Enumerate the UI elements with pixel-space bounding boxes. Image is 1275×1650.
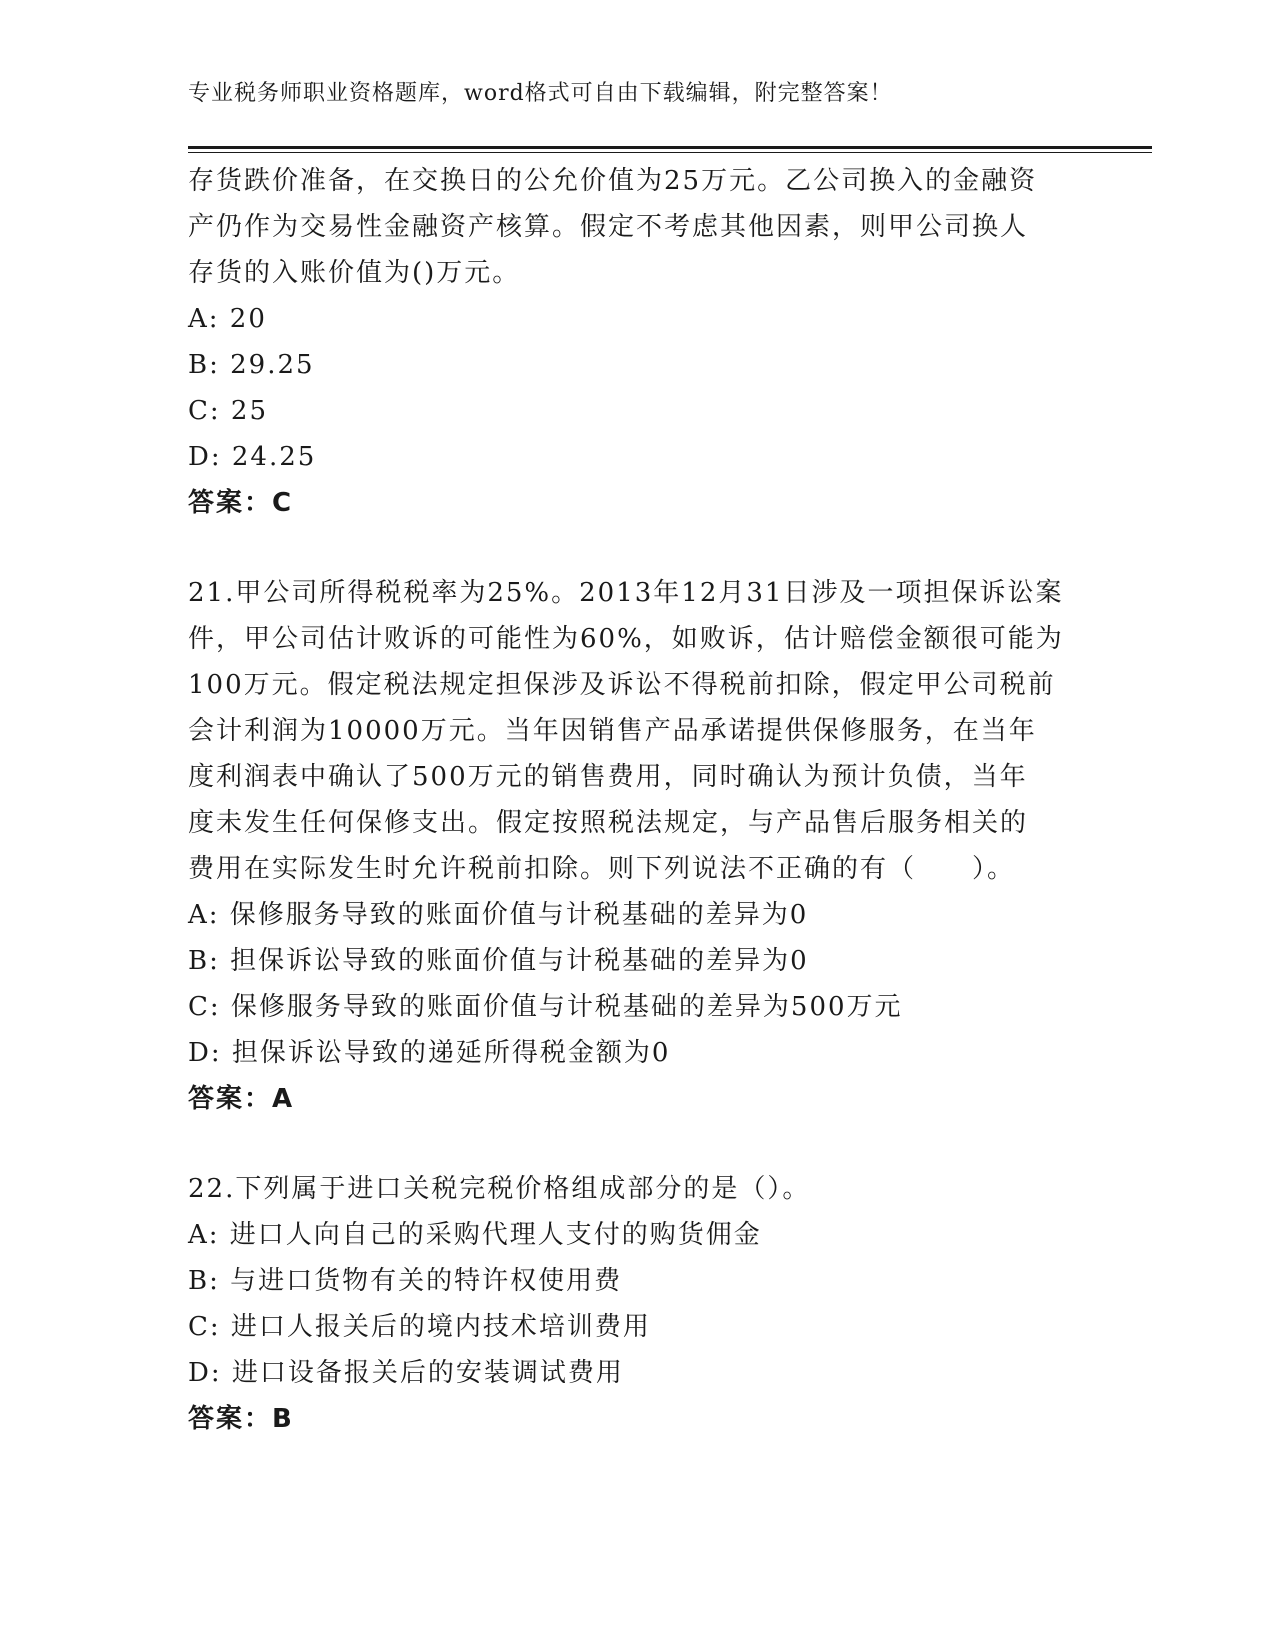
option-b: B: 与进口货物有关的特许权使用费 <box>188 1266 623 1296</box>
question-stem-line: 存货的入账价值为()万元。 <box>188 258 521 288</box>
question-content <box>188 158 1088 1442</box>
answer-label: 答案：B <box>188 1404 294 1434</box>
question-stem-line: 度未发生任何保修支出。假定按照税法规定，与产品售后服务相关的 <box>188 808 1029 838</box>
option-a: A: 保修服务导致的账面价值与计税基础的差异为0 <box>188 900 809 930</box>
spacer <box>188 526 1088 570</box>
option-c: C: 进口人报关后的境内技术培训费用 <box>188 1312 651 1342</box>
question-stem-line: 21.甲公司所得税税率为25%。2013年12月31日涉及一项担保诉讼案 <box>188 578 1064 608</box>
option-c: C: 保修服务导致的账面价值与计税基础的差异为500万元 <box>188 992 903 1022</box>
header-rule-thick <box>188 146 1152 149</box>
question-stem-line: 产仍作为交易性金融资产核算。假定不考虑其他因素，则甲公司换人 <box>188 212 1029 242</box>
question-stem-line: 22.下列属于进口关税完税价格组成部分的是（）。 <box>188 1174 811 1204</box>
option-c: C: 25 <box>188 396 269 426</box>
header-rule-thin <box>188 152 1152 153</box>
spacer <box>188 1122 1088 1166</box>
question-stem-line: 存货跌价准备，在交换日的公允价值为25万元。乙公司换入的金融资 <box>188 166 1038 196</box>
answer-label: 答案：C <box>188 488 294 518</box>
option-d: D: 24.25 <box>188 442 317 472</box>
option-b: B: 担保诉讼导致的账面价值与计税基础的差异为0 <box>188 946 809 976</box>
option-b: B: 29.25 <box>188 350 315 380</box>
question-20 <box>188 158 1088 526</box>
question-stem-line: 度利润表中确认了500万元的销售费用，同时确认为预计负债，当年 <box>188 762 1028 792</box>
question-stem-line: 100万元。假定税法规定担保涉及诉讼不得税前扣除，假定甲公司税前 <box>188 670 1056 700</box>
option-d: D: 进口设备报关后的安装调试费用 <box>188 1358 624 1388</box>
page-header: 专业税务师职业资格题库，word格式可自由下载编辑，附完整答案！ <box>188 81 893 106</box>
option-a: A: 20 <box>188 304 267 334</box>
question-22 <box>188 1166 1088 1442</box>
question-stem-line: 件，甲公司估计败诉的可能性为60%，如败诉，估计赔偿金额很可能为 <box>188 624 1064 654</box>
option-d: D: 担保诉讼导致的递延所得税金额为0 <box>188 1038 671 1068</box>
question-stem-line: 费用在实际发生时允许税前扣除。则下列说法不正确的有（ ）。 <box>188 854 1016 884</box>
option-a: A: 进口人向自己的采购代理人支付的购货佣金 <box>188 1220 762 1250</box>
question-stem-line: 会计利润为10000万元。当年因销售产品承诺提供保修服务，在当年 <box>188 716 1037 746</box>
answer-label: 答案：A <box>188 1084 295 1114</box>
question-21 <box>188 570 1088 1122</box>
